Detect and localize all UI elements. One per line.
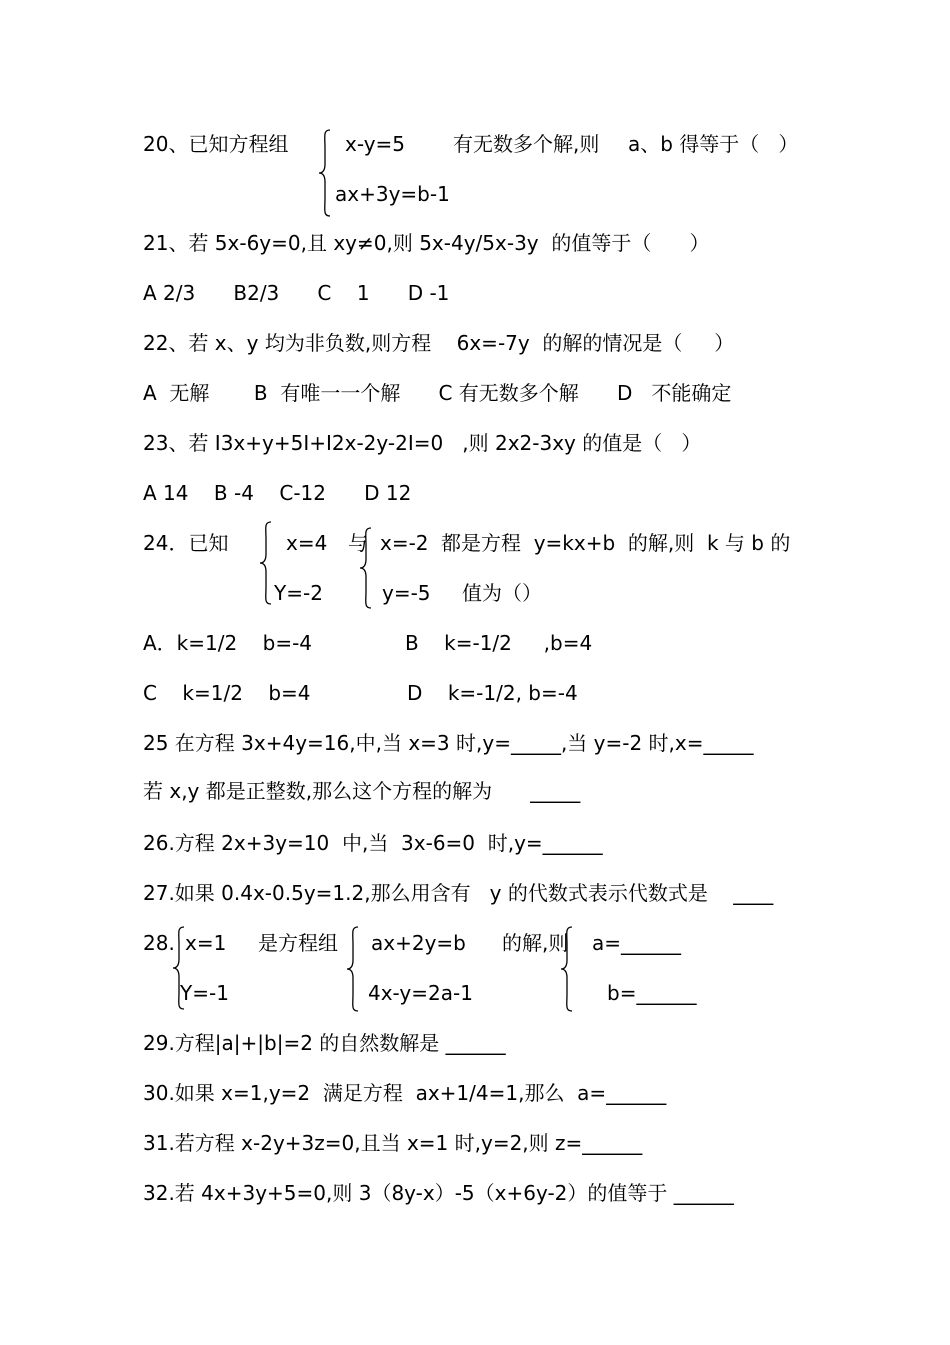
q24-brace-2 xyxy=(359,526,373,610)
q24-brace-1 xyxy=(259,520,273,606)
q20-middle-text: 有无数多个解,则 xyxy=(453,132,600,156)
q20-equation-1: x-y=5 xyxy=(345,132,406,156)
q28-answer-a: a=______ xyxy=(592,931,682,955)
q28-answer-b: b=______ xyxy=(607,981,697,1005)
q28-brace-answers xyxy=(560,925,574,1013)
q24-label: 24．已知 xyxy=(143,531,229,555)
q24-system1-eq1: x=4 xyxy=(286,531,328,555)
q28-solution-y: Y=-1 xyxy=(180,981,229,1005)
q29-text: 29.方程|a|+|b|=2 的自然数解是 ______ xyxy=(143,1031,506,1055)
q28-then-text: 的解,则 xyxy=(502,931,569,955)
q22-stem: 22、若 x、y 均为非负数,则方程 6x=-7y 的解的情况是（ ） xyxy=(143,331,735,355)
q21-stem: 21、若 5x-6y=0,且 xy≠0,则 5x-4y/5x-3y 的值等于（ ） xyxy=(143,231,710,255)
q28-system-eq1: ax+2y=b xyxy=(371,931,466,955)
q24-option-a: A．k=1/2 b=-4 xyxy=(143,631,313,655)
q24-tail-text: 都是方程 y=kx+b 的解,则 k 与 b 的 xyxy=(441,531,791,555)
q24-system2-eq1: x=-2 xyxy=(380,531,429,555)
q24-option-c: C k=1/2 b=4 xyxy=(143,681,311,705)
q24-system1-eq2: Y=-2 xyxy=(274,581,323,605)
q28-brace-system xyxy=(346,925,360,1013)
q31-text: 31.若方程 x-2y+3z=0,且当 x=1 时,y=2,则 z=______ xyxy=(143,1131,643,1155)
q28-solution-x: x=1 xyxy=(185,931,227,955)
q28-label: 28. xyxy=(143,931,175,955)
q20-label: 20、已知方程组 xyxy=(143,132,289,156)
q20-equation-2: ax+3y=b-1 xyxy=(335,182,450,206)
q24-system2-eq2: y=-5 xyxy=(382,581,431,605)
q23-stem: 23、若 I3x+y+5I+I2x-2y-2I=0 ,则 2x2-3xy 的值是（ ） xyxy=(143,431,702,455)
q22-options: A 无解 B 有唯一一个解 C 有无数多个解 D 不能确定 xyxy=(143,381,732,405)
q21-options: A 2/3 B2/3 C 1 D -1 xyxy=(143,281,450,305)
q27-text: 27.如果 0.4x-0.5y=1.2,那么用含有 y 的代数式表示代数式是 ____ xyxy=(143,881,774,905)
q24-tail-text-2: 值为（） xyxy=(462,581,542,605)
q26-text: 26.方程 2x+3y=10 中,当 3x-6=0 时,y=______ xyxy=(143,831,603,855)
q20-tail-text: a、b 得等于（ ） xyxy=(628,132,799,156)
q25-line-2: 若 x,y 都是正整数,那么这个方程的解为 _____ xyxy=(143,779,581,803)
q24-option-b: B k=-1/2 ,b=4 xyxy=(405,631,593,655)
q24-connector: 与 xyxy=(348,531,368,555)
q28-system-eq2: 4x-y=2a-1 xyxy=(368,981,473,1005)
q20-brace xyxy=(318,128,332,218)
q24-option-d: D k=-1/2, b=-4 xyxy=(407,681,578,705)
q28-middle-text: 是方程组 xyxy=(258,931,338,955)
q32-text: 32.若 4x+3y+5=0,则 3（8y-x）-5（x+6y-2）的值等于 ______ xyxy=(143,1181,734,1205)
q25-line-1: 25 在方程 3x+4y=16,中,当 x=3 时,y=_____,当 y=-2 时,x=_____ xyxy=(143,731,754,755)
q30-text: 30.如果 x=1,y=2 满足方程 ax+1/4=1,那么 a=______ xyxy=(143,1081,667,1105)
q23-options: A 14 B -4 C-12 D 12 xyxy=(143,481,412,505)
